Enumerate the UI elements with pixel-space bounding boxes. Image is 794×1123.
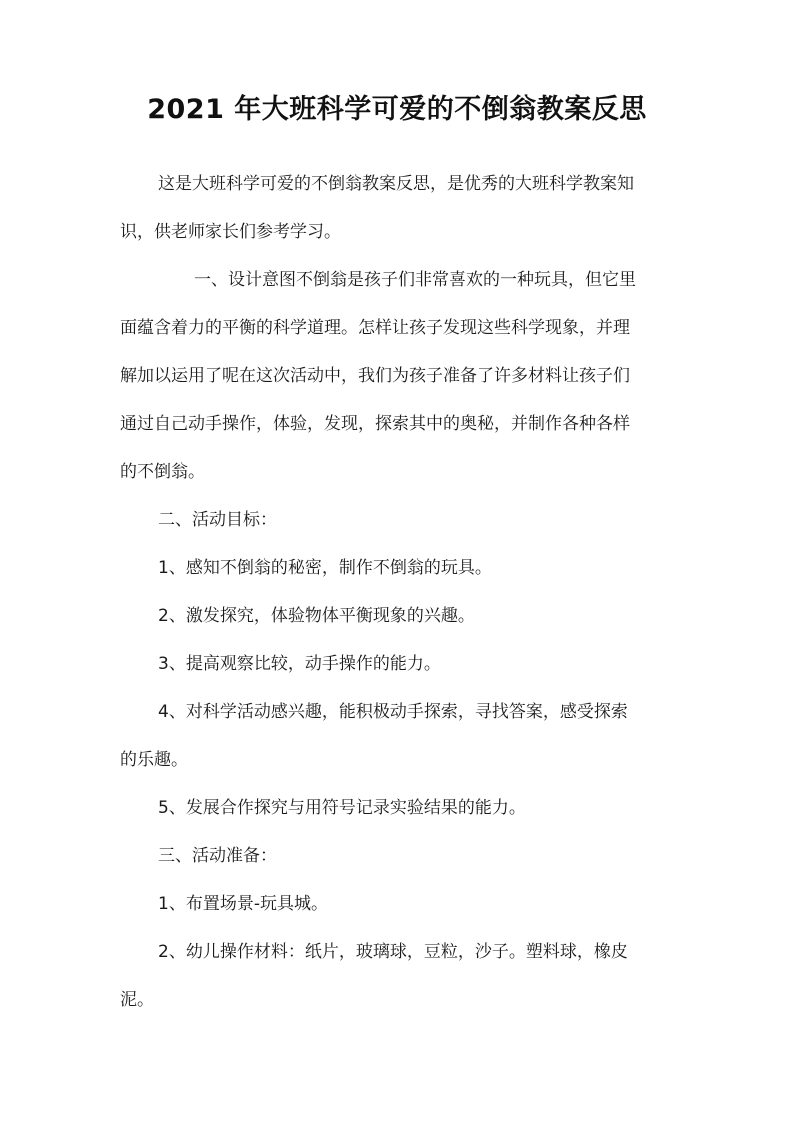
document-title: 2021 年大班科学可爱的不倒翁教案反思 — [147, 94, 647, 125]
goal-item-3: 3、提高观察比较，动手操作的能力。 — [158, 654, 441, 674]
intro-paragraph — [120, 160, 676, 256]
prep-item-2-line-2: 泥。 — [120, 990, 154, 1010]
design-intent-line-4: 通过自己动手操作，体验，发现，探索其中的奥秘，并制作各种各样 — [120, 414, 630, 434]
intro-line-1: 这是大班科学可爱的不倒翁教案反思，是优秀的大班科学教案知 — [158, 174, 634, 194]
design-intent-line-1: 一、设计意图不倒翁是孩子们非常喜欢的一种玩具，但它里 — [194, 270, 636, 290]
design-intent-paragraph — [120, 256, 676, 496]
prep-item-2 — [120, 928, 676, 1024]
prep-item-2-line-1: 2、幼儿操作材料：纸片，玻璃球，豆粒，沙子。塑料球，橡皮 — [158, 942, 628, 962]
design-intent-line-3: 解加以运用了呢在这次活动中，我们为孩子准备了许多材料让孩子们 — [120, 366, 630, 386]
goal-item-4-line-2: 的乐趣。 — [120, 750, 188, 770]
goal-item-5: 5、发展合作探究与用符号记录实验结果的能力。 — [158, 798, 526, 818]
prep-item-1: 1、布置场景-玩具城。 — [158, 894, 328, 914]
goals-heading: 二、活动目标： — [158, 510, 277, 530]
goal-item-4-line-1: 4、对科学活动感兴趣，能积极动手探索，寻找答案，感受探索 — [158, 702, 628, 722]
design-intent-line-2: 面蕴含着力的平衡的科学道理。怎样让孩子发现这些科学现象，并理 — [120, 318, 630, 338]
intro-line-2: 识，供老师家长们参考学习。 — [120, 222, 341, 242]
design-intent-line-5: 的不倒翁。 — [120, 462, 205, 482]
goal-item-2: 2、激发探究，体验物体平衡现象的兴趣。 — [158, 606, 475, 626]
goal-item-1: 1、感知不倒翁的秘密，制作不倒翁的玩具。 — [158, 558, 492, 578]
goal-item-4 — [120, 688, 676, 784]
prep-heading: 三、活动准备： — [158, 846, 277, 866]
